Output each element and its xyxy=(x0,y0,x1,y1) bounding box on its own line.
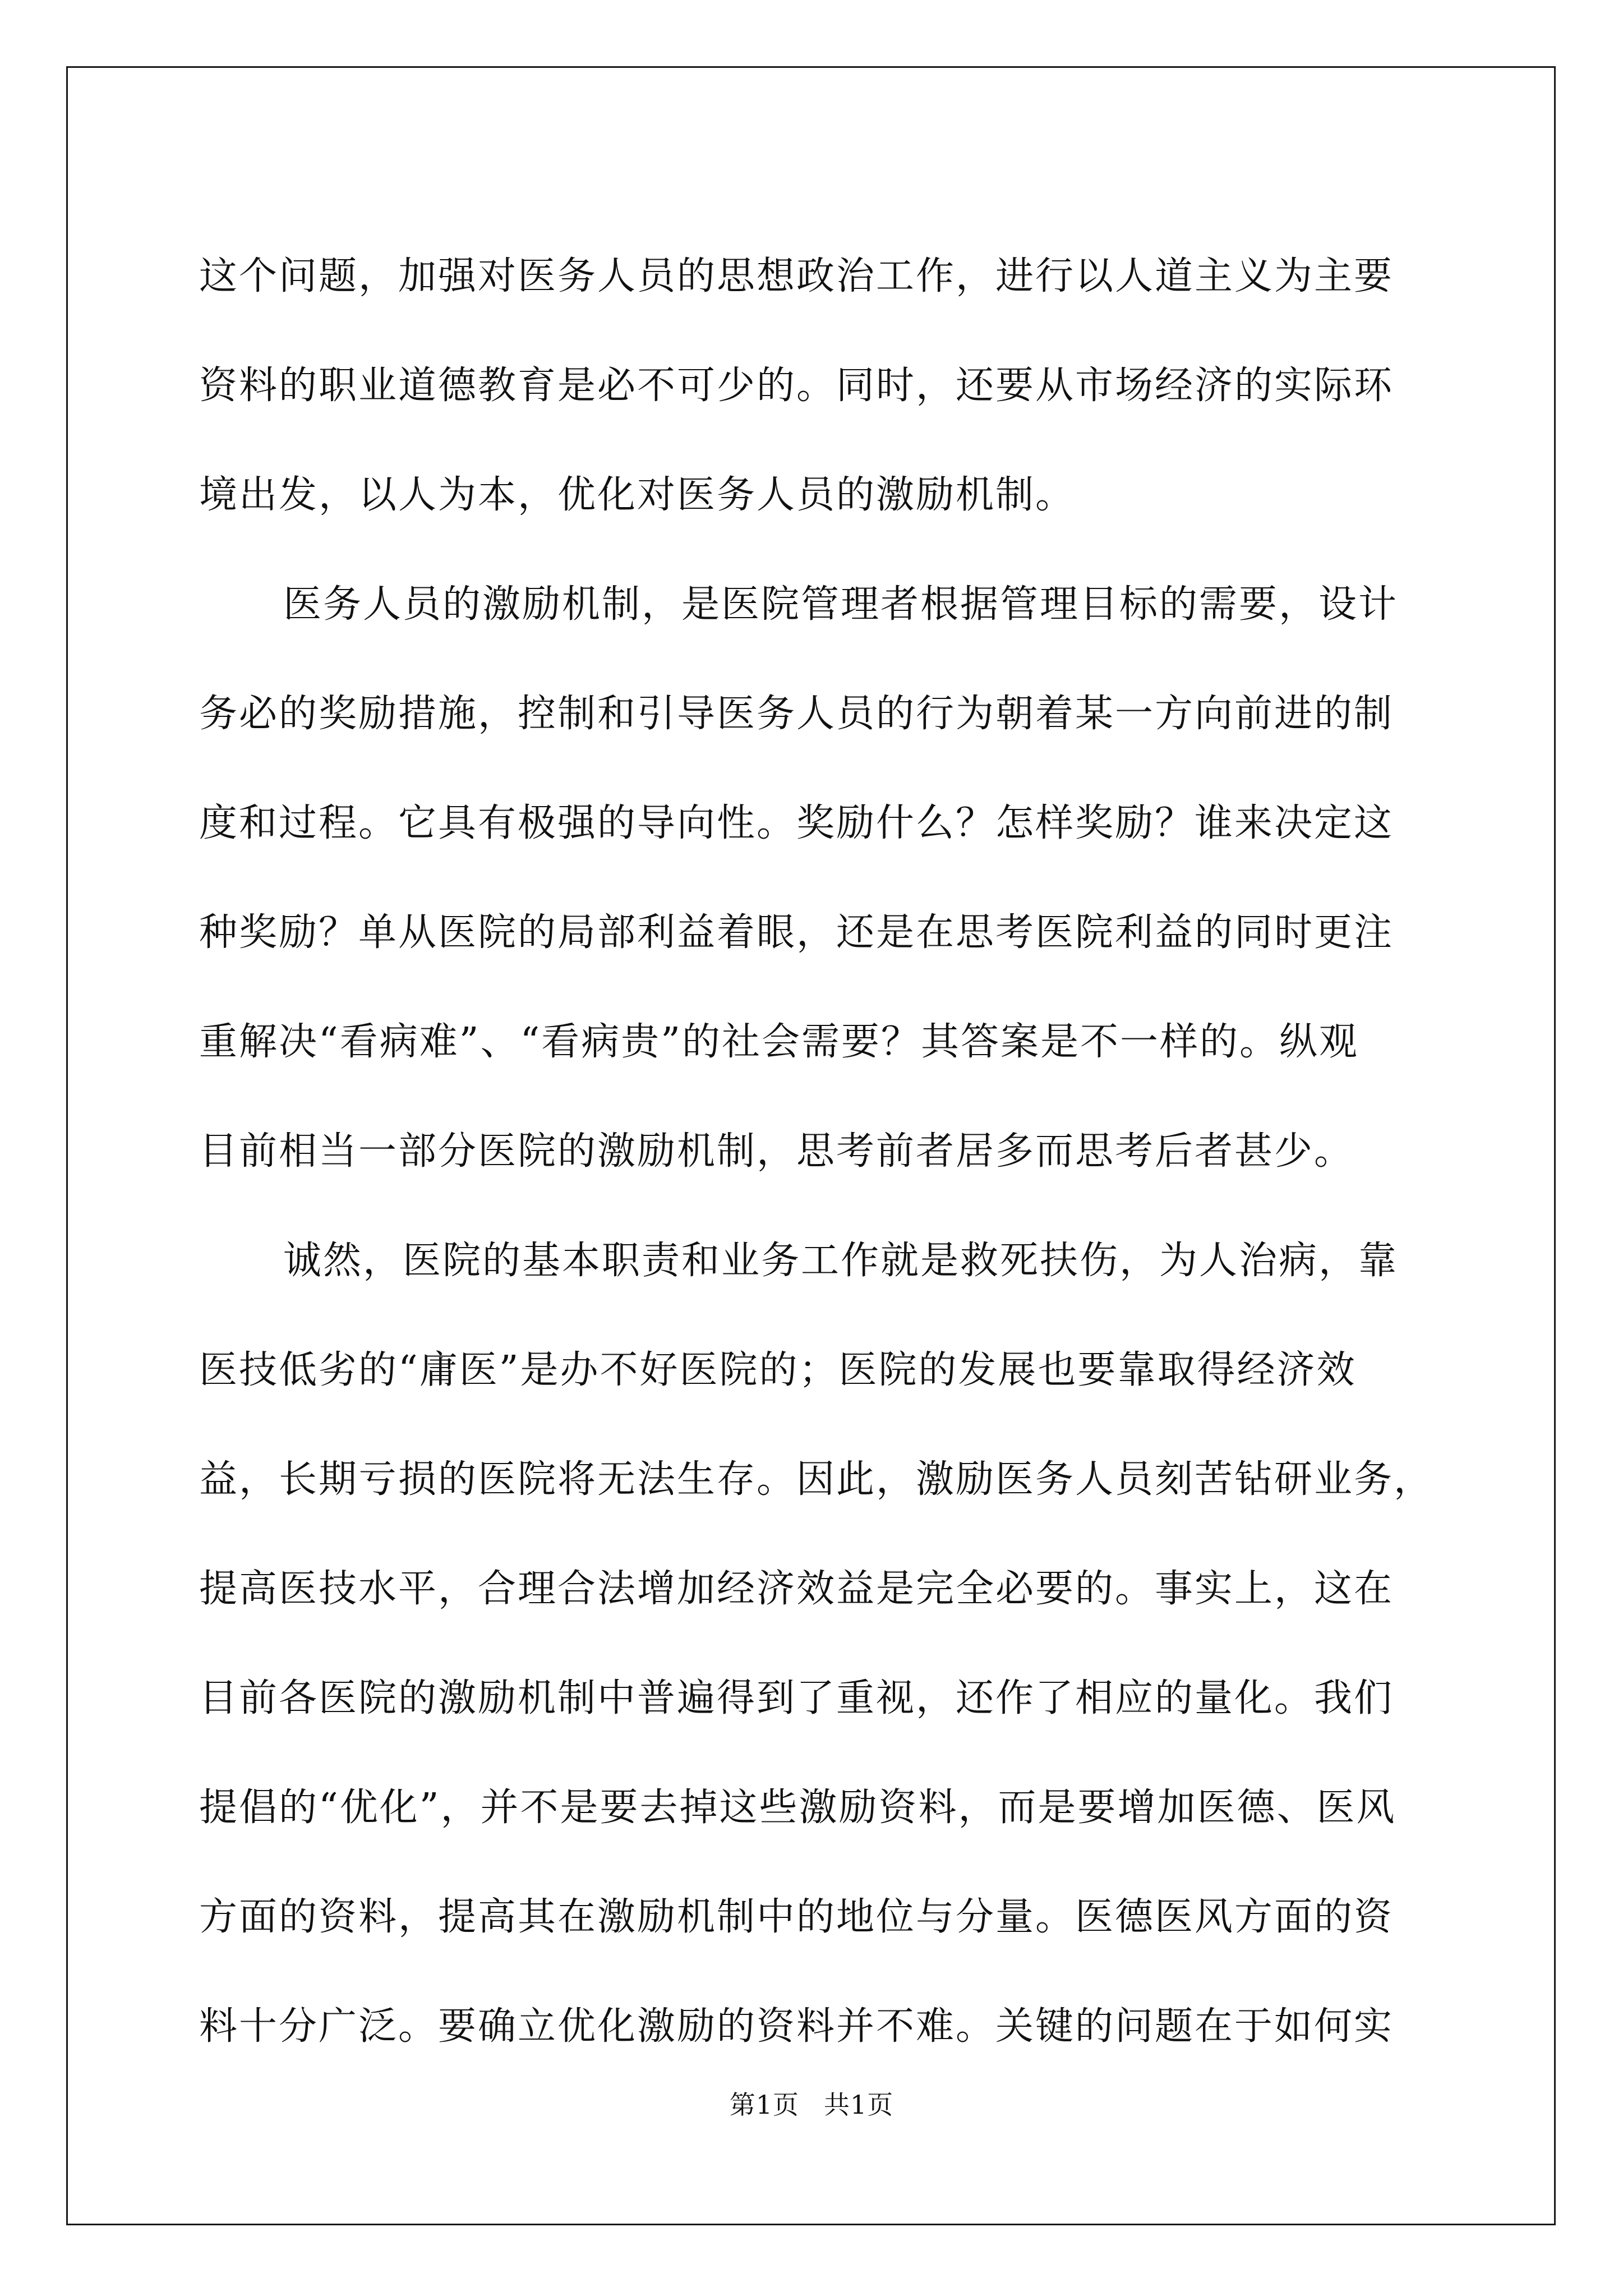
text-line: 种奖励？单从医院的局部利益着眼，还是在思考医院利益的同时更注 xyxy=(199,910,1394,955)
page-total: 共1页 xyxy=(824,2090,894,2120)
paragraph-first-line: 诚然，医院的基本职责和业务工作就是救死扶伤，为人治病，靠 xyxy=(283,1239,1399,1283)
text-line: 方面的资料，提高其在激励机制中的地位与分量。医德医风方面的资 xyxy=(199,1895,1394,1939)
text-line: 务必的奖励措施，控制和引导医务人员的行为朝着某一方向前进的制 xyxy=(199,692,1394,736)
text-line: 境出发，以人为本，优化对医务人员的激励机制。 xyxy=(199,473,1076,517)
text-line: 医技低劣的“庸医”是办不好医院的；医院的发展也要靠取得经济效 xyxy=(199,1348,1357,1392)
text-line: 料十分广泛。要确立优化激励的资料并不难。关键的问题在于如何实 xyxy=(199,2004,1394,2049)
paragraph-first-line: 医务人员的激励机制，是医院管理者根据管理目标的需要，设计 xyxy=(283,582,1399,627)
text-line: 益，长期亏损的医院将无法生存。因此，激励医务人员刻苦钻研业务， xyxy=(199,1457,1434,1502)
text-line: 提高医技水平，合理合法增加经济效益是完全必要的。事实上，这在 xyxy=(199,1567,1394,1611)
document-body xyxy=(199,222,1438,2081)
text-line: 资料的职业道德教育是必不可少的。同时，还要从市场经济的实际环 xyxy=(199,364,1394,408)
text-line: 目前相当一部分医院的激励机制，思考前者居多而思考后者甚少。 xyxy=(199,1129,1354,1174)
text-line: 这个问题，加强对医务人员的思想政治工作，进行以人道主义为主要 xyxy=(199,254,1394,298)
page-number: 第1页 xyxy=(729,2090,799,2120)
text-line: 度和过程。它具有极强的导向性。奖励什么？怎样奖励？谁来决定这 xyxy=(199,801,1394,845)
page-footer xyxy=(0,2088,1623,2122)
text-line: 提倡的“优化”，并不是要去掉这些激励资料，而是要增加医德、医风 xyxy=(199,1786,1396,1830)
text-line: 目前各医院的激励机制中普遍得到了重视，还作了相应的量化。我们 xyxy=(199,1676,1394,1720)
text-line: 重解决“看病难”、“看病贵”的社会需要？其答案是不一样的。纵观 xyxy=(199,1020,1359,1064)
